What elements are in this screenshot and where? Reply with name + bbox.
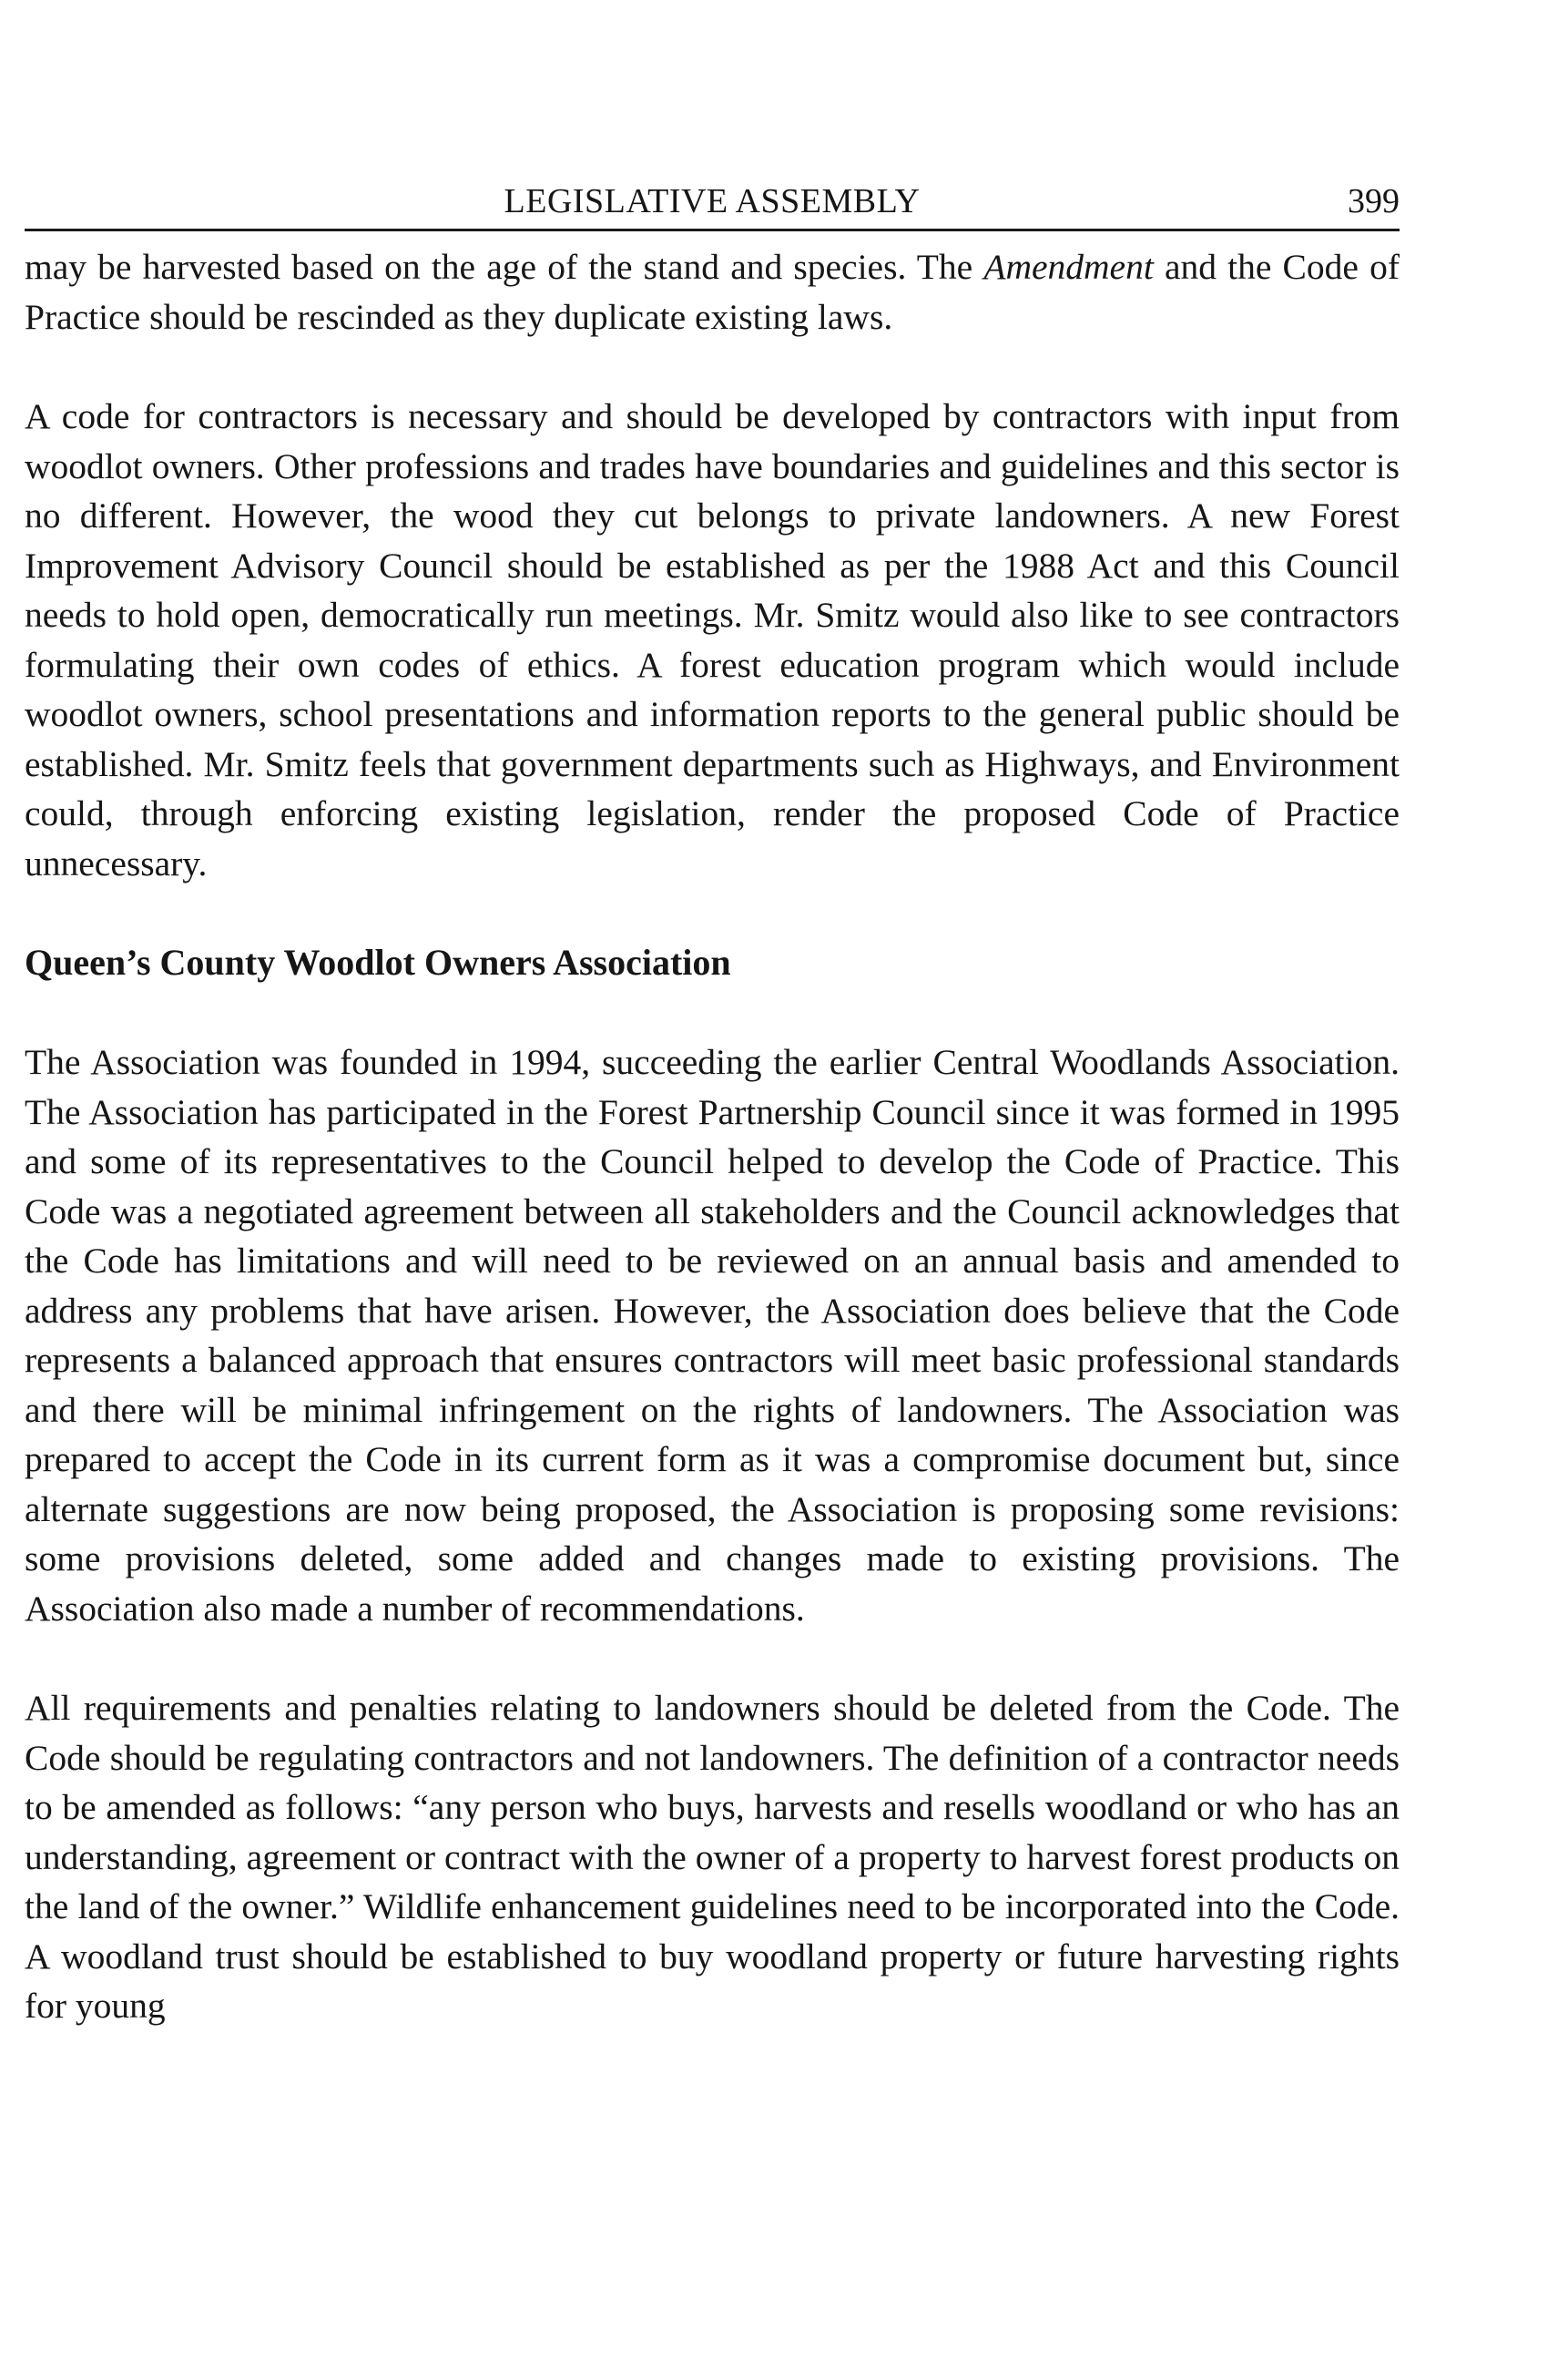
- section-heading: Queen’s County Woodlot Owners Association: [25, 942, 731, 983]
- running-title: LEGISLATIVE ASSEMBLY: [504, 182, 921, 220]
- paragraph-1-emphasis: Amendment: [983, 247, 1154, 287]
- body-text: [25, 242, 1400, 2031]
- document-page: [25, 178, 1400, 2031]
- paragraph-2: A code for contractors is necessary and should be developed by contractors with input from woodlot owners. Other professions and trades have boundaries and guidelines and this sector is no different. However, the wood they cut belongs to private landowners. A new Forest Improvement Advisory Council should be established as per the 1988 Act and this Council needs to hold open, democratically run meetings. Mr. Smitz would also like to see contractors formulating their own codes of ethics. A forest education program which would include woodlot owners, school presentations and information reports to the general public should be established. Mr. Smitz feels that government departments such as Highways, and Environment could, through enforcing existing legislation, render the proposed Code of Practice unnecessary.: [25, 396, 1400, 884]
- paragraph-1-text-a: may be harvested based on the age of the stand and species. The: [25, 247, 984, 287]
- paragraph-3: The Association was founded in 1994, succeeding the earlier Central Woodlands Association. The Association has participated in the Forest Partnership Council since it was formed in 1995 and some of its representatives to the Council helped to develop the Code of Practice. This Code was a negotiated agreement between all stakeholders and the Council acknowledges that the Code has limitations and will need to be reviewed on an annual basis and amended to address any problems that have arisen. However, the Association does believe that the Code represents a balanced approach that ensures contractors will meet basic professional standards and there will be minimal infringement on the rights of landowners. The Association was prepared to accept the Code in its current form as it was a compromise document but, since alternate suggestions are now being proposed, the Association is proposing some revisions: some provisions deleted, some added and changes made to existing provisions. The Association also made a number of recommendations.: [25, 1042, 1400, 1629]
- paragraph-4: All requirements and penalties relating to landowners should be deleted from the Code. The Code should be regulating contractors and not landowners. The definition of a contractor needs to be amended as follows: “any person who buys, harvests and resells woodland or who has an understanding, agreement or contract with the owner of a property to harvest forest products on the land of the owner.” Wildlife enhancement guidelines need to be incorporated into the Code. A woodland trust should be established to buy woodland property or future harvesting rights for young: [25, 1688, 1400, 2026]
- page-number: 399: [1348, 182, 1400, 220]
- paragraph-1: [25, 242, 1400, 342]
- running-header: [25, 178, 1400, 231]
- paragraph-1-text-b: and the Code of Practice should be rescinded as they duplicate existing laws.: [25, 247, 1400, 337]
